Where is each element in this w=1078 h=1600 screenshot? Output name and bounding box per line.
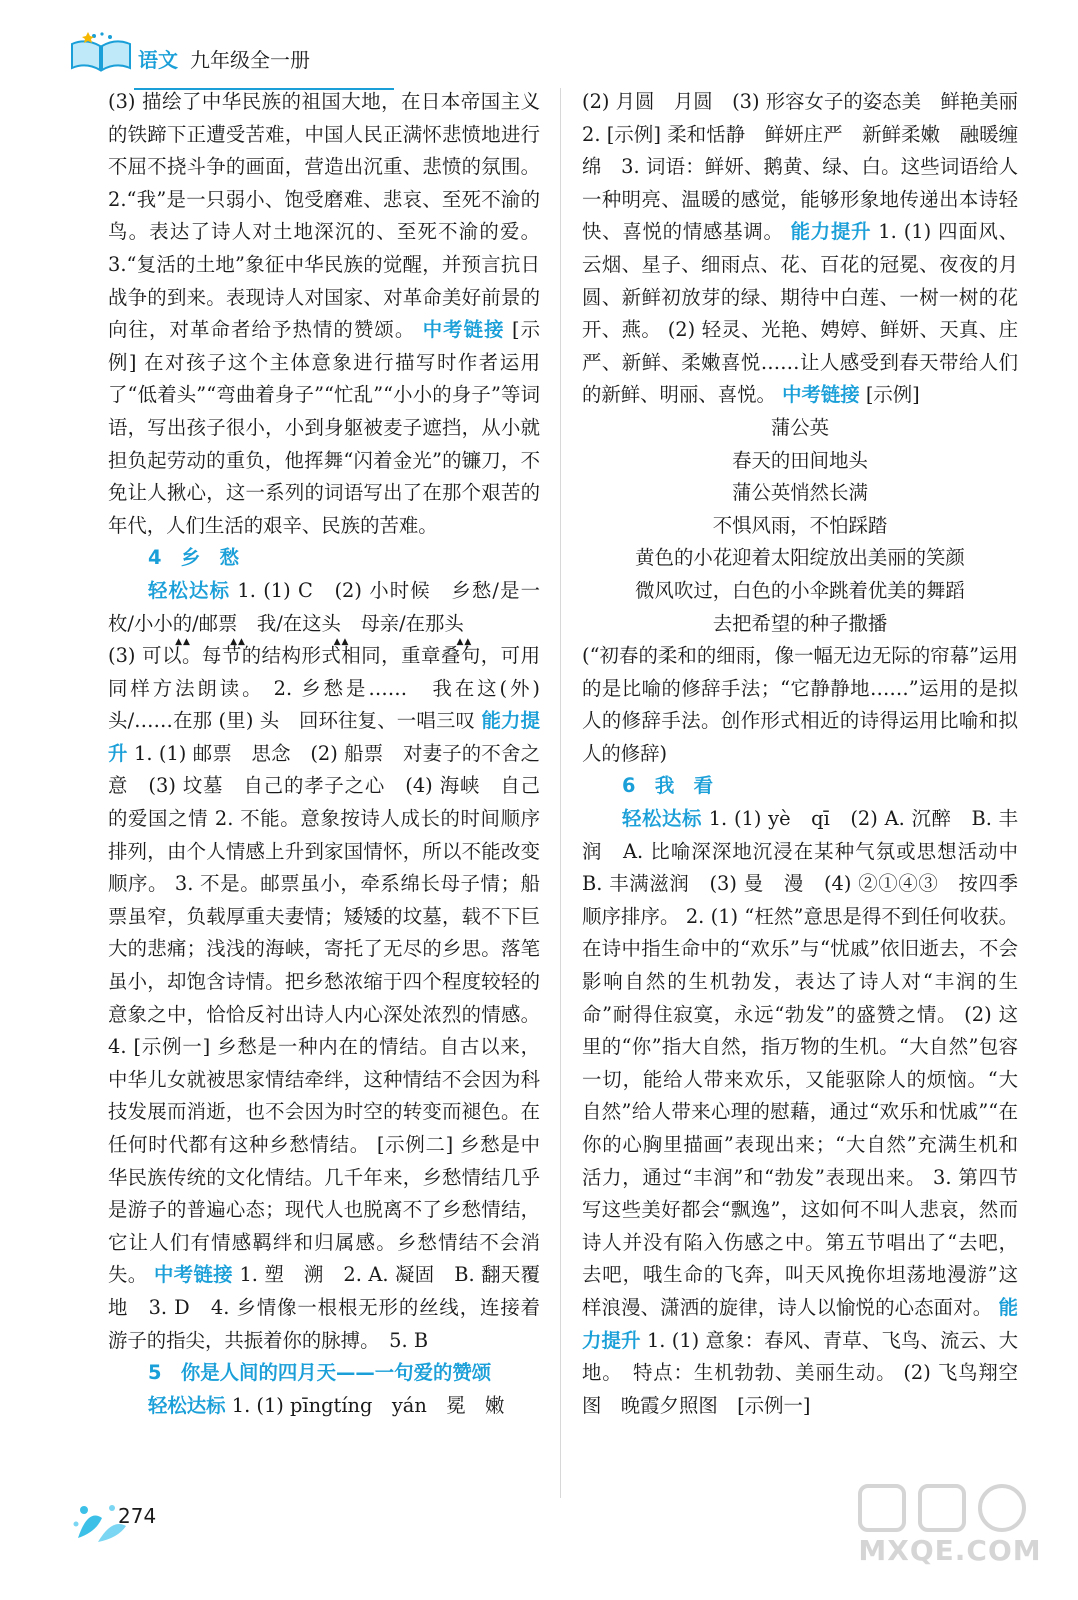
answer-text: (3) 描绘了中华民族的祖国大地，在日本帝国主义的铁蹄下正遭受苦难，中国人民正满怀悲愤地进行不屈不挠斗争的画面，营造出沉重、悲愤的氛围。 2.“我”是一只弱小、饱受磨难、悲哀、至死不渝的鸟。表达了诗人对土地深沉的、至死不渝的爱。 3.“复活的土地”象征中华民族的觉醒，并预言抗日战争的到来。表现诗人对国家、对革命美好前景的向往，对革命者给予热情的赞颂。 [108, 90, 540, 342]
answer-text: (2) 月圆 月圆 (3) 形容女子的姿态美 鲜艳美丽 2. [示例] 柔和恬静 鲜妍庄严 新鲜柔嫩 融暖缠绵 3. 词语：鲜妍、鹅黄、绿、白。这些词语给人一种明亮、温暖的感觉，能够形象地传递出本诗轻快、喜悦的情感基调。 [582, 90, 1038, 244]
answer-paragraph [582, 803, 1038, 1422]
answer-text: 1. (1) 意象：春风、青草、飞鸟、流云、大地。 特点：生机勃勃、美丽生动。 (2) 飞鸟翔空图 晚霞夕照图 [示例一] [582, 1328, 1018, 1417]
answer-text: [示例] 在对孩子这个主体意象进行描写时作者运用了“低着头”“弯曲着身子”“忙乱”“小小的身子”等词语，写出孩子很小，小到身躯被麦子遮挡，从小就担负起劳动的重负，他挥舞“闪着金光”的镰刀，不免让人揪心，这一系列的词语写出了在那个艰苦的年代，人们生活的艰辛、民族的苦难。 [108, 318, 541, 537]
left-column [108, 86, 540, 1422]
stress-dots: ▲▲ [456, 636, 473, 647]
stressed-word: 这头 ▲▲ [302, 612, 341, 635]
page-header [68, 22, 468, 74]
right-column [582, 86, 1038, 1422]
poem [582, 412, 1018, 640]
poem-line: 春天的田间地头 [732, 448, 868, 472]
open-book-icon [68, 30, 134, 74]
watermark-logo-icon [840, 1480, 1060, 1540]
answer-paragraph: 轻松达标 1. (1) C (2) 小时候 乡愁/是一枚/小小的 ▲▲ /邮票 ▲▲ 我/在这头 ▲▲ 母亲/在那头 ▲▲ [108, 578, 541, 647]
answer-text: 1. 塑 溯 2. A. 凝固 B. 翻天覆地 3. D 4. 乡情像一根根无形的丝线，连接着游子的指尖，共振着你的脉搏。 5. B [108, 1263, 541, 1352]
section-title-4: 4 乡 愁 [148, 546, 240, 570]
section-label-zhongkao: 中考链接 [153, 1263, 233, 1287]
poem-line: 去把希望的种子撒播 [712, 611, 888, 635]
answer-paragraph [108, 636, 541, 1357]
section-label-nengli: 能力提升 [582, 1295, 1018, 1352]
poem-line: 黄色的小花迎着太阳绽放出美丽的笑颜 [635, 546, 965, 570]
section-label-qingsong: 轻松达标 [148, 578, 231, 602]
section-label-nengli: 能力提升 [108, 709, 541, 765]
section-label-zhongkao: 中考链接 [782, 383, 860, 407]
answer-paragraph: (“初春的柔和的细雨，像一幅无边无际的帘幕”运用的是比喻的修辞手法；“它静静地……”运用的是拟人的修辞手法。创作形式相近的诗得运用比喻和拟人的修辞) [582, 644, 1018, 765]
stress-dots: ▲▲ [230, 636, 246, 647]
section-label-qingsong: 轻松达标 [622, 807, 702, 831]
section-title-5: 5 你是人间的四月天——一句爱的赞颂 [148, 1361, 492, 1385]
answer-text: (3) 可以。每节的结构形式相同，重章叠句，可用同样方法朗读。 2. 乡愁是…… 我在这(外) 头/……在那 (里) 头 回环往复、一唱三叹 [108, 644, 540, 733]
section-label-qingsong: 轻松达标 [148, 1393, 226, 1417]
page-number: 274 [118, 1504, 157, 1528]
answer-paragraph [108, 86, 540, 542]
answer-text: [示例] [865, 383, 920, 407]
answer-text: 1. (1) C (2) 小时候 乡愁/是一枚/ [108, 578, 541, 635]
stressed-word: 邮票 ▲▲ [199, 612, 238, 635]
answer-text: 1. (1) 邮票 思念 (2) 船票 对妻子的不舍之意 (3) 坟墓 自己的孝子之心 (4) 海峡 自己的爱国之情 2. 不能。意象按诗人成长的时间顺序排列，由个人情感上升到家国情怀，所以不能改变顺序。 3. 不是。邮票虽小，牵系绵长母子情；船票虽窄，负载厚重夫妻情；矮矮的坟墓，载不下巨大的悲痛；浅浅的海峡，寄托了无尽的乡思。落笔虽小，却饱含诗情。把乡愁浓缩于四个程度较轻的意象之中，恰恰反衬出诗人内心深处浓烈的情感。 4. [示例一] 乡愁是一种内在的情结。自古以来，中华儿女就被思家情结牵绊，这种情结不会因为科技发展而消逝，也不会因为时空的转变而褪色。在任何时代都有这种乡愁情结。 [示例二] 乡愁是中华民族传统的文化情结。几千年来，乡愁情结几乎是游子的普遍心态；现代人也脱离不了乡愁情结，它让人们有情感羁绊和归属感。乡愁情结不会消失。 [108, 741, 540, 1287]
column-divider [560, 88, 561, 1498]
stressed-word: 那头 ▲▲ [425, 612, 464, 635]
answer-paragraph [582, 86, 1038, 412]
watermark-text: MXQE.COM [858, 1534, 1042, 1567]
poem-line: 不惧风雨，不怕踩踏 [712, 513, 888, 537]
poem-line: 微风吹过，白色的小伞跳着优美的舞蹈 [635, 578, 965, 602]
section-label-zhongkao: 中考链接 [422, 318, 505, 342]
answer-text: 1. (1) yè qī (2) A. 沉醉 B. 丰润 A. 比喻深深地沉浸在某种气氛或思想活动中 B. 丰满滋润 (3) 曼 漫 (4) ②①④③ 按四季顺序排序。 2. (1) “枉然”意思是得不到任何收获。在诗中指生命中的“欢乐”与“忧戚”依旧逝去，不会影响自然的生机勃发，表达了诗人对“丰润的生命”耐得住寂寞，永远“勃发”的盛赞之情。 (2) 这里的“你”指大自然，指万物的生机。“大自然”包容一切，能给人带来欢乐，又能驱除人的烦恼。“大自然”给人带来心理的慰藉，通过“欢乐和忧戚”“在你的心胸里描画”表现出来；“大自然”充满生机和活力，通过“丰润”和“勃发”表现出来。 3. 第四节写这些美好都会“飘逸”，这如何不叫人悲哀，然而诗人并没有陷入伤感之中。第五节唱出了“去吧，去吧，哦生命的飞奔，叫天风挽你坦荡地漫游”这样浪漫、潇洒的旋律，诗人以愉悦的心态面对。 [582, 807, 1038, 1319]
answer-text: 1. (1) 四面风、云烟、星子、细雨点、花、百花的冠冕、夜夜的月圆、新鲜初放芽的绿、期待中白莲、一树一树的花开、燕。 (2) 轻灵、光艳、娉婷、鲜妍、天真、庄严、新鲜、柔嫩喜悦……让人感受到春天带给人们的新鲜、明丽、喜悦。 [582, 220, 1019, 407]
stress-dots: ▲▲ [333, 636, 350, 647]
section-label-nengli: 能力提升 [790, 220, 872, 244]
header-subject: 语文 [138, 48, 178, 72]
answer-paragraph [108, 1390, 540, 1423]
stressed-word: 小小的 ▲▲ [133, 611, 193, 647]
header-grade: 九年级全一册 [190, 48, 310, 72]
watermark [840, 1480, 1060, 1590]
stress-dots: ▲▲ [175, 636, 191, 647]
section-title-6: 6 我 看 [622, 774, 714, 798]
answer-text: 1. (1) pīngtíng yán 冕 嫩 [231, 1393, 505, 1417]
poem-line: 蒲公英悄然长满 [732, 481, 868, 505]
poem-title: 蒲公英 [770, 415, 830, 439]
